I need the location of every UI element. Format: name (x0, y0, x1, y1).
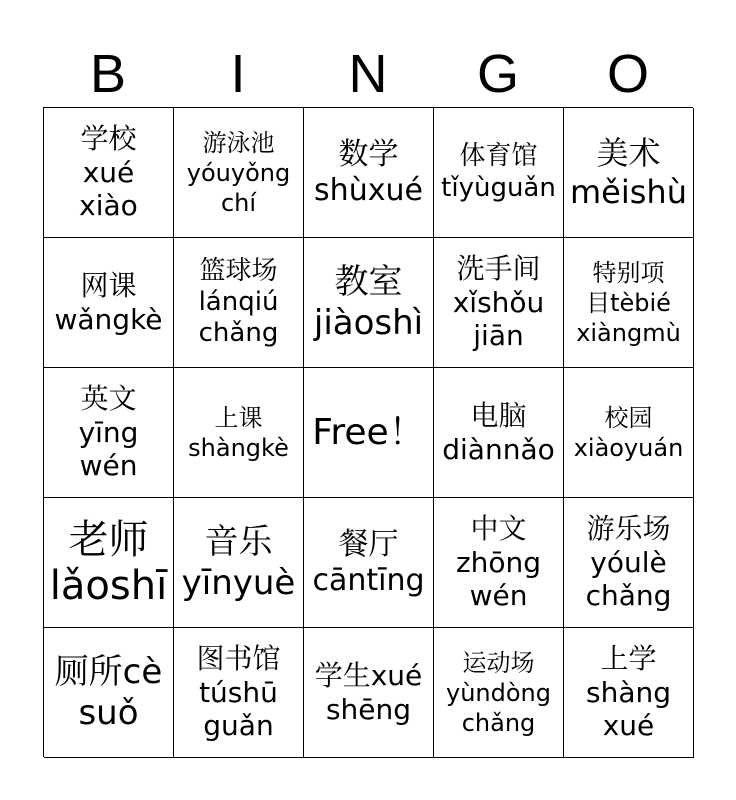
cell-text: 运动场 yùndòng chǎng (446, 648, 551, 737)
bingo-cell[interactable] (44, 498, 174, 628)
bingo-cell[interactable] (434, 108, 564, 238)
cell-text: 老师 lǎoshī (49, 516, 168, 609)
cell-text: 中文 zhōng wén (455, 512, 542, 613)
bingo-cell[interactable] (44, 238, 174, 368)
cell-text: 学生xué shēng (314, 658, 423, 726)
header-letter-i: I (230, 44, 246, 104)
bingo-cell[interactable] (564, 498, 694, 628)
cell-text: 电脑 diànnǎo (442, 398, 555, 466)
cell-text: 学校 xué xiào (79, 122, 138, 223)
cell-text: 洗手间 xǐshǒu jiān (452, 252, 545, 353)
cell-text: 特别项 目tèbié xiàngmù (576, 258, 681, 347)
bingo-cell[interactable] (174, 238, 304, 368)
bingo-cell[interactable] (564, 108, 694, 238)
bingo-cell[interactable] (304, 498, 434, 628)
header-letter-n: N (348, 44, 388, 104)
free-space[interactable] (304, 368, 434, 498)
cell-text: 餐厅 cāntīng (312, 526, 425, 598)
cell-text: 体育馆 tǐyùguǎn (441, 141, 556, 203)
cell-text: 篮球场 lánqiú chǎng (198, 255, 279, 349)
bingo-cell[interactable] (564, 238, 694, 368)
bingo-header (43, 40, 693, 108)
cell-text: 上学 shàng xué (585, 642, 671, 743)
bingo-cell[interactable] (564, 628, 694, 758)
cell-text: 厕所cè suǒ (54, 651, 163, 733)
cell-text: 音乐 yīnyuè (181, 521, 296, 603)
bingo-cell[interactable] (304, 238, 434, 368)
bingo-cell[interactable] (44, 628, 174, 758)
cell-text: 英文 yīng wén (78, 382, 139, 483)
cell-text: 校园 xiàoyuán (573, 403, 684, 462)
cell-text: 上课 shàngkè (188, 403, 289, 462)
bingo-cell[interactable] (434, 368, 564, 498)
cell-text: 游乐场 yóulè chǎng (585, 512, 672, 613)
cell-text: 教室 jiàoshì (313, 261, 424, 343)
cell-text: 网课 wǎngkè (54, 268, 163, 336)
bingo-cell[interactable] (174, 498, 304, 628)
header-letter-o: O (606, 44, 649, 104)
free-space-label: Free！ (312, 411, 425, 453)
bingo-cell[interactable] (434, 628, 564, 758)
bingo-cell[interactable] (434, 498, 564, 628)
cell-text: 美术 měishù (570, 134, 687, 211)
bingo-cell[interactable] (304, 628, 434, 758)
bingo-cell[interactable] (44, 108, 174, 238)
bingo-card (43, 107, 693, 757)
bingo-cell[interactable] (44, 368, 174, 498)
bingo-cell[interactable] (174, 368, 304, 498)
cell-text: 数学 shùxué (314, 136, 423, 208)
cell-text: 图书馆 túshū guǎn (196, 642, 281, 743)
bingo-cell[interactable] (434, 238, 564, 368)
bingo-cell[interactable] (564, 368, 694, 498)
bingo-cell[interactable] (174, 108, 304, 238)
bingo-cell[interactable] (174, 628, 304, 758)
bingo-cell[interactable] (304, 108, 434, 238)
header-letter-g: G (476, 44, 519, 104)
header-letter-b: B (89, 44, 127, 104)
cell-text: 游泳池 yóuyǒng chí (186, 128, 291, 217)
